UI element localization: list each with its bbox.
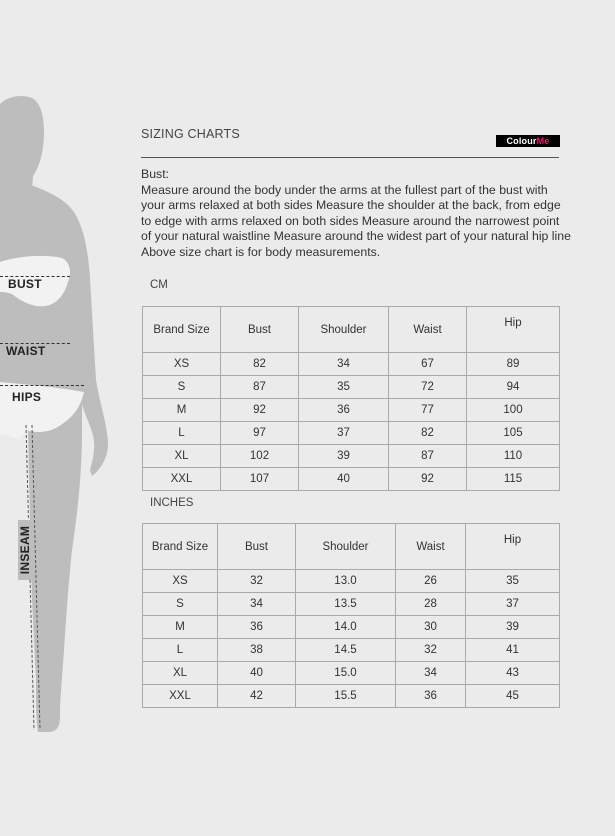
table-cell: 40 — [218, 662, 296, 685]
table-cell: M — [143, 616, 218, 639]
bust-label: BUST — [8, 277, 42, 291]
logo-accent-text: Me — [536, 136, 550, 146]
brand-logo — [496, 135, 560, 147]
title-divider — [141, 157, 559, 158]
table-cell: 102 — [221, 445, 299, 468]
logo-main-text: Colour — [506, 136, 537, 146]
table-cell: 77 — [389, 399, 467, 422]
table-row — [143, 662, 560, 685]
table-cell: 35 — [466, 570, 560, 593]
table-cell: M — [143, 399, 221, 422]
table-cell: 82 — [221, 353, 299, 376]
table-cell: 87 — [389, 445, 467, 468]
column-header: Brand Size — [143, 524, 218, 570]
table-cell: 105 — [467, 422, 560, 445]
column-header: Waist — [396, 524, 466, 570]
table-cell: 32 — [396, 639, 466, 662]
table-cell: 37 — [466, 593, 560, 616]
column-header: Bust — [218, 524, 296, 570]
table-cell: XXL — [143, 468, 221, 491]
hips-line — [0, 385, 84, 386]
table-cell: 39 — [466, 616, 560, 639]
table-cell: 37 — [299, 422, 389, 445]
table-cell: 107 — [221, 468, 299, 491]
table-cell: 36 — [396, 685, 466, 708]
table-row — [143, 616, 560, 639]
table-row — [143, 376, 560, 399]
table-cell: 14.0 — [296, 616, 396, 639]
column-header: Waist — [389, 307, 467, 353]
table-cell: 14.5 — [296, 639, 396, 662]
table-cell: 100 — [467, 399, 560, 422]
table-cell: L — [143, 422, 221, 445]
unit-label-cm: CM — [150, 279, 168, 291]
table-cell: XS — [143, 353, 221, 376]
table-cell: 36 — [218, 616, 296, 639]
table-cell: XL — [143, 445, 221, 468]
unit-label-inches: INCHES — [150, 497, 194, 509]
table-row — [143, 639, 560, 662]
table-row — [143, 353, 560, 376]
size-table-inches — [142, 523, 560, 708]
table-cell: 15.5 — [296, 685, 396, 708]
table-cell: 34 — [218, 593, 296, 616]
table-cell: 15.0 — [296, 662, 396, 685]
column-header: Bust — [221, 307, 299, 353]
table-row — [143, 570, 560, 593]
table-cell: 72 — [389, 376, 467, 399]
table-cell: 89 — [467, 353, 560, 376]
table-cell: 45 — [466, 685, 560, 708]
table-cell: 28 — [396, 593, 466, 616]
table-cell: 97 — [221, 422, 299, 445]
table-cell: 34 — [396, 662, 466, 685]
column-header: Hip — [466, 524, 560, 570]
measurement-description — [141, 167, 571, 261]
table-cell: 26 — [396, 570, 466, 593]
table-cell: 41 — [466, 639, 560, 662]
table-cell: 13.5 — [296, 593, 396, 616]
column-header: Brand Size — [143, 307, 221, 353]
column-header: Hip — [467, 307, 560, 353]
table-cell: 40 — [299, 468, 389, 491]
table-cell: S — [143, 376, 221, 399]
waist-label: WAIST — [6, 344, 46, 358]
description-heading: Bust: — [141, 167, 170, 181]
table-cell: 38 — [218, 639, 296, 662]
inseam-label: INSEAM — [18, 520, 32, 580]
column-header: Shoulder — [299, 307, 389, 353]
table-row — [143, 685, 560, 708]
table-cell: 34 — [299, 353, 389, 376]
table-cell: L — [143, 639, 218, 662]
table-cell: 36 — [299, 399, 389, 422]
table-cell: XXL — [143, 685, 218, 708]
table-cell: XS — [143, 570, 218, 593]
table-cell: 67 — [389, 353, 467, 376]
size-table-cm — [142, 306, 560, 491]
table-cell: 35 — [299, 376, 389, 399]
table-cell: 43 — [466, 662, 560, 685]
description-body: Measure around the body under the arms at the fullest part of the bust with your arms relaxed at both sides Measure the shoulder at the back, from edge to edge with arms relaxed on both sides Measure around the narrowest point of your natural waistline Measure around the widest part of your natural hip line Above size chart is for body measurements. — [141, 182, 571, 259]
table-cell: 115 — [467, 468, 560, 491]
table-cell: 92 — [389, 468, 467, 491]
table-row — [143, 422, 560, 445]
table-row — [143, 399, 560, 422]
body-silhouette-figure — [0, 0, 130, 831]
table-header-row — [143, 524, 560, 570]
table-cell: 110 — [467, 445, 560, 468]
column-header: Shoulder — [296, 524, 396, 570]
table-cell: 32 — [218, 570, 296, 593]
silhouette-illustration — [0, 0, 130, 831]
table-cell: 92 — [221, 399, 299, 422]
table-header-row — [143, 307, 560, 353]
table-cell: 30 — [396, 616, 466, 639]
table-cell: XL — [143, 662, 218, 685]
table-cell: 87 — [221, 376, 299, 399]
page-title: SIZING CHARTS — [141, 127, 240, 141]
table-cell: 39 — [299, 445, 389, 468]
table-row — [143, 468, 560, 491]
table-cell: 13.0 — [296, 570, 396, 593]
table-row — [143, 445, 560, 468]
table-cell: 42 — [218, 685, 296, 708]
table-cell: S — [143, 593, 218, 616]
table-cell: 82 — [389, 422, 467, 445]
table-cell: 94 — [467, 376, 560, 399]
hips-label: HIPS — [12, 390, 42, 404]
table-row — [143, 593, 560, 616]
